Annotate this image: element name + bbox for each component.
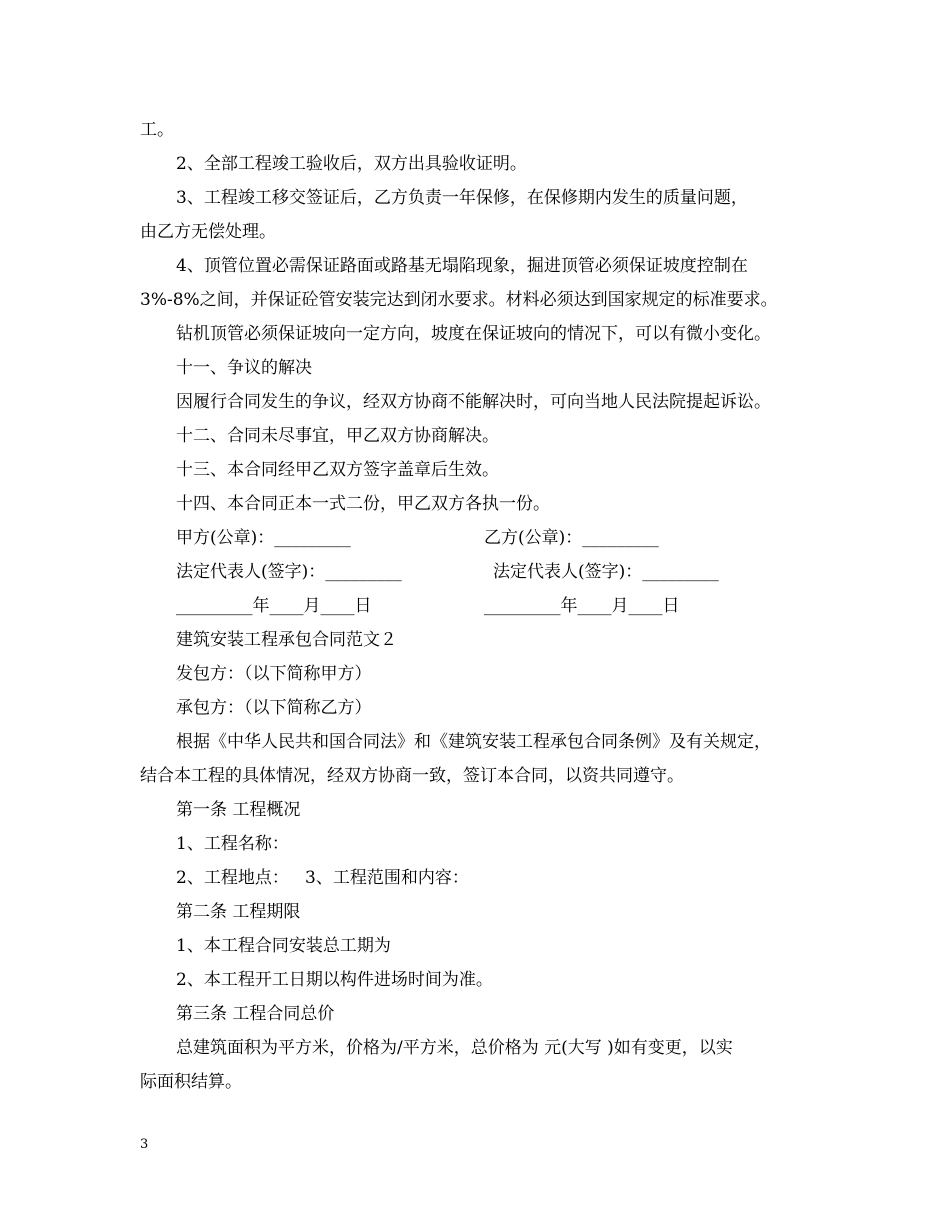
paragraph-line: 1、工程名称： (176, 834, 289, 854)
paragraph-line: 发包方：（以下简称甲方） (176, 664, 372, 684)
section-heading: 十一、争议的解决 (176, 358, 312, 378)
party-b-seal: 乙方(公章)：_________ (484, 528, 659, 548)
paragraph-line: 4、顶管位置必需保证路面或路基无塌陷现象，掘进顶管必须保证坡度控制在 (176, 256, 748, 276)
paragraph-line: 承包方：（以下简称乙方） (176, 698, 372, 718)
section-heading: 第三条 工程合同总价 (176, 1004, 335, 1024)
paragraph-line: 十二、合同未尽事宜，甲乙双方协商解决。 (176, 426, 499, 446)
paragraph-line: 因履行合同发生的争议，经双方协商不能解决时，可向当地人民法院提起诉讼。 (176, 392, 771, 412)
paragraph-line: 3、工程竣工移交签证后，乙方负责一年保修，在保修期内发生的质量问题， (176, 188, 748, 208)
paragraph-line: 十四、本合同正本一式二份，甲乙双方各执一份。 (176, 494, 550, 514)
paragraph-line: 1、本工程合同安装总工期为 (176, 936, 391, 956)
party-b-date: _________年____月____日 (484, 596, 680, 616)
paragraph-line: 2、本工程开工日期以构件进场时间为准。 (176, 970, 493, 990)
paragraph-line: 由乙方无偿处理。 (140, 222, 276, 242)
page-number: 3 (140, 1137, 149, 1152)
paragraph-line: 2、工程地点： 3、工程范围和内容： (176, 868, 469, 888)
party-a-representative: 法定代表人(签字)：_________ (176, 562, 402, 582)
section-heading: 第二条 工程期限 (176, 902, 301, 922)
paragraph-line: 结合本工程的具体情况，经双方协商一致，签订本合同，以资共同遵守。 (140, 766, 684, 786)
paragraph-line: 3%-8%之间，并保证砼管安装完达到闭水要求。材料必须达到国家规定的标准要求。 (140, 290, 778, 310)
party-b-representative: 法定代表人(签字)：_________ (493, 562, 719, 582)
party-a-date: _________年____月____日 (176, 596, 372, 616)
paragraph-line: 2、全部工程竣工验收后，双方出具验收证明。 (176, 154, 527, 174)
party-a-seal: 甲方(公章)：_________ (176, 528, 351, 548)
paragraph-line: 根据《中华人民共和国合同法》和《建筑安装工程承包合同条例》及有关规定， (176, 732, 771, 752)
paragraph-line: 钻机顶管必须保证坡向一定方向，坡度在保证坡向的情况下，可以有微小变化。 (176, 324, 771, 344)
paragraph-line: 总建筑面积为平方米，价格为/平方米，总价格为 元(大写 )如有变更，以实 (176, 1038, 733, 1058)
paragraph-line: 工。 (140, 120, 174, 140)
paragraph-line: 十三、本合同经甲乙双方签字盖章后生效。 (176, 460, 499, 480)
section-heading: 第一条 工程概况 (176, 800, 301, 820)
paragraph-line: 际面积结算。 (140, 1072, 242, 1092)
document-title: 建筑安装工程承包合同范文２ (176, 630, 397, 650)
